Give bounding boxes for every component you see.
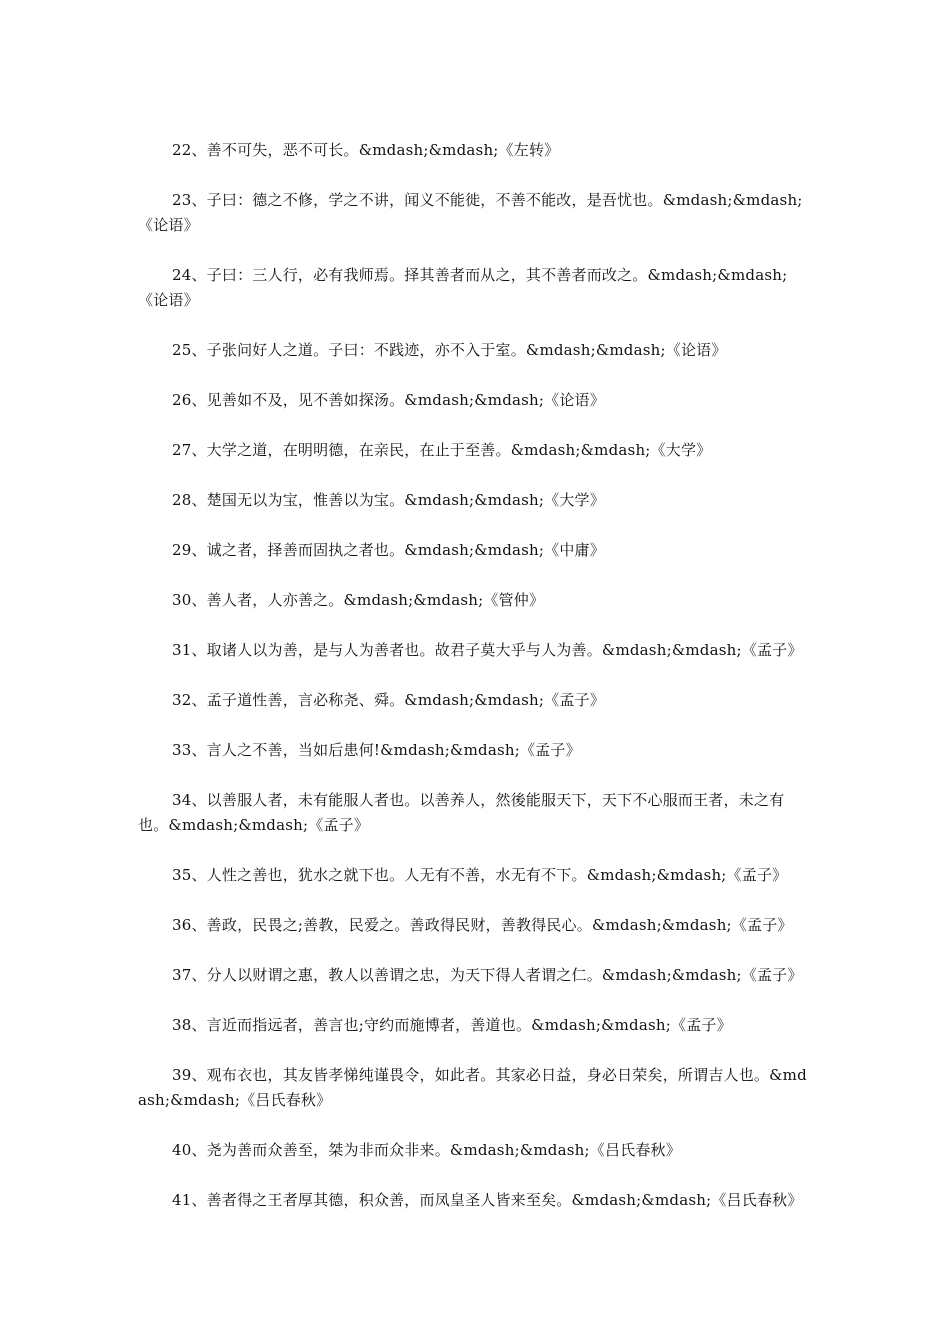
- quote-entry-41: 41、善者得之王者厚其德，积众善，而凤皇圣人皆来至矣。&mdash;&mdash;《吕氏春秋》: [172, 1191, 803, 1209]
- quote-entry-23: 23、子曰：德之不修，学之不讲，闻义不能徙，不善不能改，是吾忧也。&mdash;&mdash;《论语》: [138, 191, 803, 234]
- quote-entry-24: 24、子曰：三人行，必有我师焉。择其善者而从之，其不善者而改之。&mdash;&mdash;《论语》: [138, 266, 788, 309]
- quote-entry-32: 32、孟子道性善，言必称尧、舜。&mdash;&mdash;《孟子》: [172, 691, 605, 709]
- quote-entry-31: 31、取诸人以为善，是与人为善者也。故君子莫大乎与人为善。&mdash;&mdash;《孟子》: [172, 641, 803, 659]
- quote-entry-33: 33、言人之不善，当如后患何!&mdash;&mdash;《孟子》: [172, 741, 581, 759]
- quote-entry-29: 29、诚之者，择善而固执之者也。&mdash;&mdash;《中庸》: [172, 541, 605, 559]
- quote-entry-28: 28、楚国无以为宝，惟善以为宝。&mdash;&mdash;《大学》: [172, 491, 605, 509]
- quote-entry-26: 26、见善如不及，见不善如探汤。&mdash;&mdash;《论语》: [172, 391, 605, 409]
- quote-entry-22: 22、善不可失，恶不可长。&mdash;&mdash;《左转》: [172, 141, 560, 159]
- quote-entry-36: 36、善政，民畏之;善教，民爱之。善政得民财，善教得民心。&mdash;&mdash;《孟子》: [172, 916, 793, 934]
- quote-entry-39: 39、观布衣也，其友皆孝悌纯谨畏令，如此者。其家必日益，身必日荣矣，所谓吉人也。&mdash;&mdash;《吕氏春秋》: [138, 1066, 807, 1109]
- quote-entry-25: 25、子张问好人之道。子曰：不践迹，亦不入于室。&mdash;&mdash;《论语》: [172, 341, 727, 359]
- quote-entry-34: 34、以善服人者，未有能服人者也。以善养人，然後能服天下，天下不心服而王者，未之有也。&mdash;&mdash;《孟子》: [138, 791, 785, 834]
- document-page: [138, 138, 814, 1238]
- quote-entry-30: 30、善人者，人亦善之。&mdash;&mdash;《管仲》: [172, 591, 545, 609]
- quote-entry-40: 40、尧为善而众善至，桀为非而众非来。&mdash;&mdash;《吕氏春秋》: [172, 1141, 681, 1159]
- quote-entry-35: 35、人性之善也，犹水之就下也。人无有不善，水无有不下。&mdash;&mdash;《孟子》: [172, 866, 788, 884]
- quote-entry-38: 38、言近而指远者，善言也;守约而施博者，善道也。&mdash;&mdash;《孟子》: [172, 1016, 732, 1034]
- quote-entry-27: 27、大学之道，在明明德，在亲民，在止于至善。&mdash;&mdash;《大学》: [172, 441, 712, 459]
- quote-entry-37: 37、分人以财谓之惠，教人以善谓之忠，为天下得人者谓之仁。&mdash;&mdash;《孟子》: [172, 966, 803, 984]
